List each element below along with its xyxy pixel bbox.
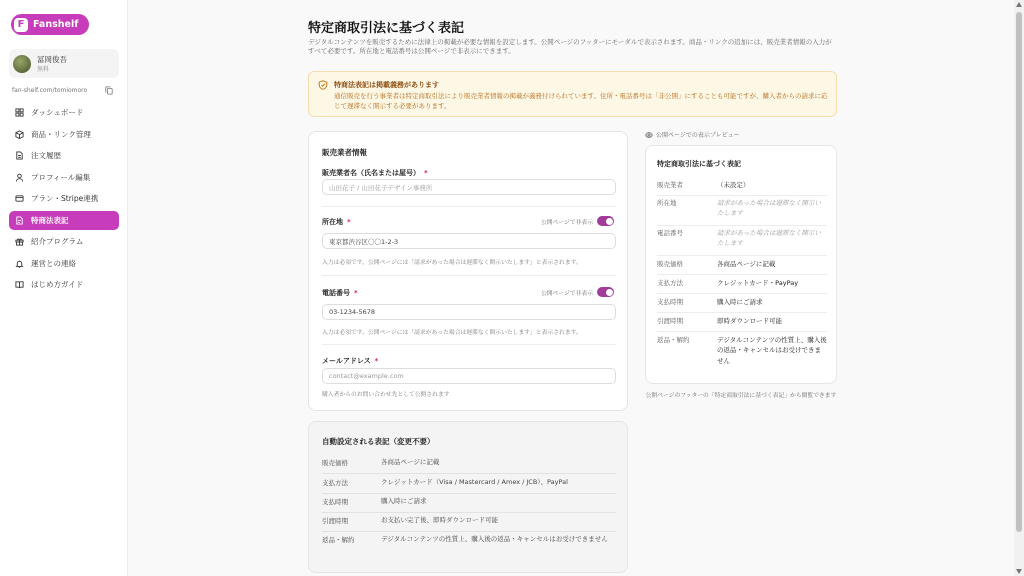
auto-settings-card	[308, 421, 628, 573]
preview-label: 公開ページでの表示プレビュー	[645, 130, 740, 139]
row-key: 電話番号	[657, 229, 683, 237]
row-key: 返品・解約	[322, 536, 355, 544]
preview-card	[645, 145, 837, 384]
row-key: 返品・解約	[657, 336, 690, 344]
phone-hint: 入力は必須です。公開ページには「請求があった場合は遅滞なく開示いたします」と表示されます。	[322, 330, 582, 336]
user-name: 冨岡俊吾	[37, 54, 67, 64]
divider	[322, 275, 616, 276]
required-mark: *	[424, 169, 428, 177]
row-value: デジタルコンテンツの性質上、購入後の返品・キャンセルはお受けできません	[381, 535, 608, 543]
row-value: 各商品ページに記載	[381, 458, 440, 466]
alert-title: 特商法表記は掲載義務があります	[334, 81, 439, 89]
user-plan: 無料	[37, 65, 50, 73]
phone-hide-toggle[interactable]	[541, 287, 614, 297]
phone-label: 電話番号 *	[322, 289, 358, 297]
sidebar-item-referral[interactable]	[9, 232, 119, 251]
row-value: デジタルコンテンツの性質上、購入後の返品・キャンセルはお受けできません	[717, 336, 827, 365]
sidebar-item-profile[interactable]	[9, 168, 119, 187]
scroll-up-icon[interactable]	[1016, 2, 1022, 7]
app-logo[interactable]	[11, 14, 89, 35]
preview-title: 特定商取引法に基づく表記	[657, 160, 741, 168]
document-check-icon	[15, 216, 24, 225]
preview-row	[657, 335, 827, 375]
preview-row	[657, 177, 827, 196]
row-key: 販売業者	[657, 181, 683, 189]
table-row	[322, 475, 616, 494]
scroll-down-icon[interactable]	[1016, 569, 1022, 574]
toggle-switch[interactable]	[597, 287, 614, 297]
sidebar-item-contact[interactable]	[9, 254, 119, 273]
sidebar-item-label: 運営との連絡	[31, 258, 76, 268]
bell-icon	[15, 259, 24, 268]
row-value: 購入時にご請求	[717, 298, 763, 306]
alert-body: 通信販売を行う事業者は特定商取引法により販売業者情報の掲載が義務付けられています。住所・電話番号は「非公開」にすることも可能ですが、購入者からの請求に応じて遅滞なく開示する必要があります。	[334, 92, 828, 111]
user-icon	[15, 173, 24, 182]
sidebar-nav	[9, 103, 119, 297]
logo-mark: F	[14, 18, 28, 32]
app-name: Fanshelf	[33, 19, 79, 30]
address-input[interactable]: 東京都渋谷区〇〇1-2-3	[322, 233, 616, 249]
avatar	[13, 55, 31, 73]
preview-row	[657, 256, 827, 275]
toggle-switch[interactable]	[597, 216, 614, 226]
row-key: 販売価格	[657, 260, 683, 268]
table-row	[322, 533, 616, 561]
row-key: 販売価格	[322, 459, 348, 467]
required-mark: *	[347, 218, 351, 226]
row-value: 各商品ページに記載	[717, 260, 776, 268]
shop-url: fan-shelf.com/tomiomoro	[12, 87, 88, 94]
address-hide-toggle[interactable]	[541, 216, 614, 226]
sidebar-item-label: はじめ方ガイド	[31, 280, 84, 289]
row-key: 引渡時期	[322, 517, 348, 525]
gift-icon	[15, 237, 24, 246]
sidebar-item-guide[interactable]	[9, 275, 119, 294]
grid-icon	[15, 108, 24, 117]
row-value: （未設定）	[717, 181, 750, 189]
sidebar-item-products[interactable]	[9, 125, 119, 144]
row-key: 所在地	[657, 199, 677, 207]
address-hint: 入力は必須です。公開ページには「請求があった場合は遅滞なく開示いたします」と表示されます。	[322, 260, 582, 266]
row-value: 購入時にご請求	[381, 497, 427, 505]
sidebar-item-label: 特商法表記	[31, 215, 69, 225]
required-mark: *	[374, 357, 379, 365]
row-value: クレジットカード・PayPay	[717, 279, 799, 287]
row-key: 引渡時期	[657, 317, 683, 325]
preview-row	[657, 313, 827, 332]
section-title: 自動設定される表記（変更不要）	[322, 437, 435, 446]
toggle-label: 公開ページで非表示	[540, 290, 593, 297]
card-icon	[15, 194, 24, 203]
shield-icon	[318, 80, 328, 90]
table-row	[322, 513, 616, 532]
preview-row	[657, 275, 827, 294]
sidebar-item-label: ダッシュボード	[31, 108, 84, 117]
row-value: 請求があった場合は遅滞なく開示いたします	[717, 199, 821, 218]
divider	[322, 206, 616, 207]
email-hint: 購入者からのお問い合わせ先として公開されます	[322, 392, 450, 398]
sidebar-item-plan[interactable]	[9, 189, 119, 208]
sidebar-item-label: プラン・Stripe連携	[31, 194, 99, 203]
table-row	[322, 455, 616, 474]
preview-row	[657, 226, 827, 256]
book-icon	[15, 280, 24, 289]
row-key: 支払時期	[322, 498, 348, 506]
row-key: 支払時期	[657, 298, 683, 306]
box-icon	[15, 130, 24, 139]
row-key: 支払方法	[322, 479, 348, 487]
page-title: 特定商取引法に基づく表記	[308, 21, 465, 36]
row-value: 請求があった場合は遅滞なく開示いたします	[717, 229, 821, 248]
row-value: お支払い完了後、即時ダウンロード可能	[381, 516, 498, 524]
sidebar-item-label: 注文履歴	[31, 151, 61, 160]
phone-input[interactable]: 03-1234-5678	[322, 304, 616, 320]
sidebar-item-label: 紹介プログラム	[31, 237, 84, 246]
copy-icon[interactable]	[105, 86, 113, 95]
eye-icon	[645, 131, 653, 139]
sidebar-item-dashboard[interactable]	[9, 103, 119, 122]
sidebar-item-label: 商品・リンク管理	[31, 129, 91, 139]
email-input[interactable]: contact@example.com	[322, 368, 616, 384]
toggle-label: 公開ページで非表示	[540, 219, 593, 226]
preview-row	[657, 196, 827, 226]
table-row	[322, 494, 616, 513]
email-label: メールアドレス *	[322, 357, 379, 365]
seller-name-input[interactable]: 山田花子 / 山田花子デザイン事務所	[322, 179, 616, 195]
row-value: 即時ダウンロード可能	[717, 317, 782, 325]
scrollbar[interactable]	[1014, 0, 1024, 576]
scroll-thumb[interactable]	[1016, 12, 1022, 532]
row-key: 支払方法	[657, 279, 683, 287]
page-description: デジタルコンテンツを販売するために法律上の掲載が必要な情報を設定します。公開ページのフッターにモーダルで表示されます。商品・リンクの追加には、販売業者情報の入力がすべて必要です。所在地と電話番号は公開ページで非表示にできます。	[308, 38, 832, 56]
row-value: クレジットカード（Visa / Mastercard / Amex / JCB）、PayPal	[381, 478, 568, 486]
preview-row	[657, 294, 827, 313]
required-mark: *	[354, 289, 358, 297]
divider	[322, 344, 616, 345]
address-label: 所在地 *	[322, 218, 351, 226]
preview-footer-note: 公開ページのフッターの「特定商取引法に基づく表記」から閲覧できます	[645, 393, 837, 399]
legal-alert	[308, 71, 837, 117]
sidebar	[0, 0, 128, 576]
sidebar-item-orders[interactable]	[9, 146, 119, 165]
section-title: 販売業者情報	[322, 148, 367, 157]
seller-info-card	[308, 131, 628, 411]
seller-name-label: 販売業者名（氏名または屋号） *	[322, 169, 428, 177]
sidebar-item-tokushoho[interactable]	[9, 211, 119, 230]
document-icon	[15, 151, 24, 160]
user-card[interactable]	[9, 49, 119, 78]
sidebar-item-label: プロフィール編集	[31, 172, 91, 182]
